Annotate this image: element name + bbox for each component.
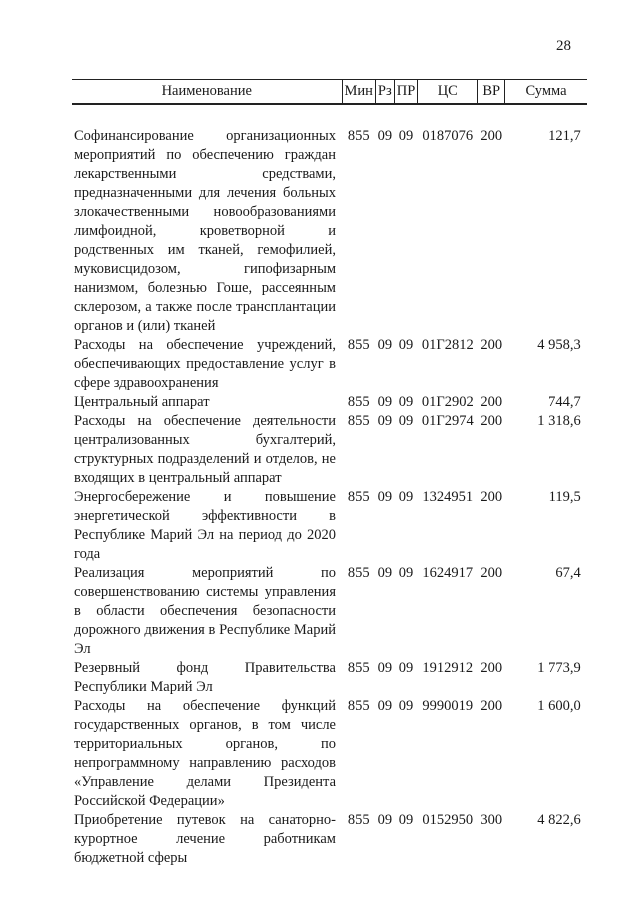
row-vr: 200 bbox=[480, 128, 503, 144]
header-rz: Рз bbox=[375, 80, 394, 105]
row-rz: 09 bbox=[377, 812, 393, 828]
row-pr: 09 bbox=[398, 337, 414, 353]
row-pr: 09 bbox=[398, 128, 414, 144]
row-min: 855 bbox=[347, 565, 370, 581]
table-row bbox=[72, 564, 587, 659]
row-cs: 1324951 bbox=[422, 489, 474, 505]
row-cs: 01Г2812 bbox=[421, 337, 474, 353]
row-vr: 200 bbox=[480, 698, 503, 714]
row-min: 855 bbox=[347, 489, 370, 505]
table-header-row bbox=[72, 80, 587, 105]
row-rz: 09 bbox=[377, 413, 393, 429]
table-row bbox=[72, 127, 587, 336]
row-name: Софинансирование организационных мероприятий по обеспечению граждан лекарственными средствами, предназначенными для лечения больных злокачественными новообразованиями лимфоидной, кроветворной и родственных им тканей, гемофилией, муковисцидозом, гипофизарным нанизмом, болезнью Гоше, рассеянным склерозом, а также после трансплантации органов и (или) тканей bbox=[74, 128, 336, 334]
row-min: 855 bbox=[347, 698, 370, 714]
row-vr: 200 bbox=[480, 489, 503, 505]
row-cs: 01Г2974 bbox=[421, 413, 474, 429]
row-vr: 200 bbox=[480, 660, 503, 676]
row-rz: 09 bbox=[377, 128, 393, 144]
table-row bbox=[72, 412, 587, 488]
row-vr: 200 bbox=[480, 413, 503, 429]
row-name: Реализация мероприятий по совершенствованию системы управления в области обеспечения безопасности дорожного движения в Республике Марий Эл bbox=[74, 565, 336, 657]
row-pr: 09 bbox=[398, 565, 414, 581]
row-pr: 09 bbox=[398, 812, 414, 828]
header-vr: ВР bbox=[478, 80, 505, 105]
row-min: 855 bbox=[347, 337, 370, 353]
row-name: Расходы на обеспечение функций государственных органов, в том числе территориальных органов, по непрограммному направлению расходов «Управление делами Президента Российской Федерации» bbox=[74, 698, 336, 809]
header-min: Мин bbox=[342, 80, 375, 105]
row-min: 855 bbox=[347, 413, 370, 429]
table-row bbox=[72, 336, 587, 393]
row-pr: 09 bbox=[398, 660, 414, 676]
row-pr: 09 bbox=[398, 413, 414, 429]
row-rz: 09 bbox=[377, 565, 393, 581]
row-pr: 09 bbox=[398, 394, 414, 410]
row-name: Расходы на обеспечение деятельности централизованных бухгалтерий, структурных подразделений и отделов, не входящих в центральный аппарат bbox=[74, 413, 336, 486]
row-sum: 4 822,6 bbox=[537, 812, 581, 828]
row-vr: 200 bbox=[480, 565, 503, 581]
row-pr: 09 bbox=[398, 698, 414, 714]
row-sum: 1 773,9 bbox=[537, 660, 581, 676]
row-sum: 4 958,3 bbox=[537, 337, 581, 353]
table-body bbox=[72, 104, 587, 868]
row-pr: 09 bbox=[398, 489, 414, 505]
row-min: 855 bbox=[347, 128, 370, 144]
header-pr: ПР bbox=[394, 80, 418, 105]
row-cs: 9990019 bbox=[422, 698, 474, 714]
row-name: Энергосбережение и повышение энергетической эффективности в Республике Марий Эл на период до 2020 года bbox=[74, 489, 336, 562]
row-vr: 200 bbox=[480, 394, 503, 410]
header-name: Наименование bbox=[72, 80, 342, 105]
table-row bbox=[72, 488, 587, 564]
row-name: Приобретение путевок на санаторно-курортное лечение работникам бюджетной сферы bbox=[74, 812, 336, 866]
header-sum: Сумма bbox=[505, 80, 587, 105]
row-sum: 121,7 bbox=[548, 128, 581, 144]
table-row bbox=[72, 659, 587, 697]
row-vr: 200 bbox=[480, 337, 503, 353]
row-min: 855 bbox=[347, 660, 370, 676]
row-cs: 0187076 bbox=[422, 128, 474, 144]
table-row bbox=[72, 697, 587, 811]
row-sum: 1 600,0 bbox=[537, 698, 581, 714]
row-cs: 1912912 bbox=[422, 660, 474, 676]
row-cs: 1624917 bbox=[422, 565, 474, 581]
header-cs: ЦС bbox=[418, 80, 478, 105]
row-sum: 744,7 bbox=[548, 394, 581, 410]
row-sum: 67,4 bbox=[555, 565, 581, 581]
row-name: Расходы на обеспечение учреждений, обеспечивающих предоставление услуг в сфере здравоохранения bbox=[74, 337, 336, 391]
row-rz: 09 bbox=[377, 698, 393, 714]
row-min: 855 bbox=[347, 394, 370, 410]
row-rz: 09 bbox=[377, 394, 393, 410]
row-min: 855 bbox=[347, 812, 370, 828]
table-row bbox=[72, 393, 587, 412]
page-number: 28 bbox=[556, 38, 571, 54]
row-cs: 0152950 bbox=[422, 812, 474, 828]
row-rz: 09 bbox=[377, 337, 393, 353]
row-rz: 09 bbox=[377, 660, 393, 676]
row-vr: 300 bbox=[480, 812, 503, 828]
row-sum: 119,5 bbox=[548, 489, 581, 505]
row-name: Центральный аппарат bbox=[74, 394, 210, 410]
table-row bbox=[72, 811, 587, 868]
budget-table bbox=[72, 79, 587, 868]
row-name: Резервный фонд Правительства Республики Марий Эл bbox=[74, 660, 336, 695]
row-sum: 1 318,6 bbox=[537, 413, 581, 429]
row-rz: 09 bbox=[377, 489, 393, 505]
row-cs: 01Г2902 bbox=[421, 394, 474, 410]
